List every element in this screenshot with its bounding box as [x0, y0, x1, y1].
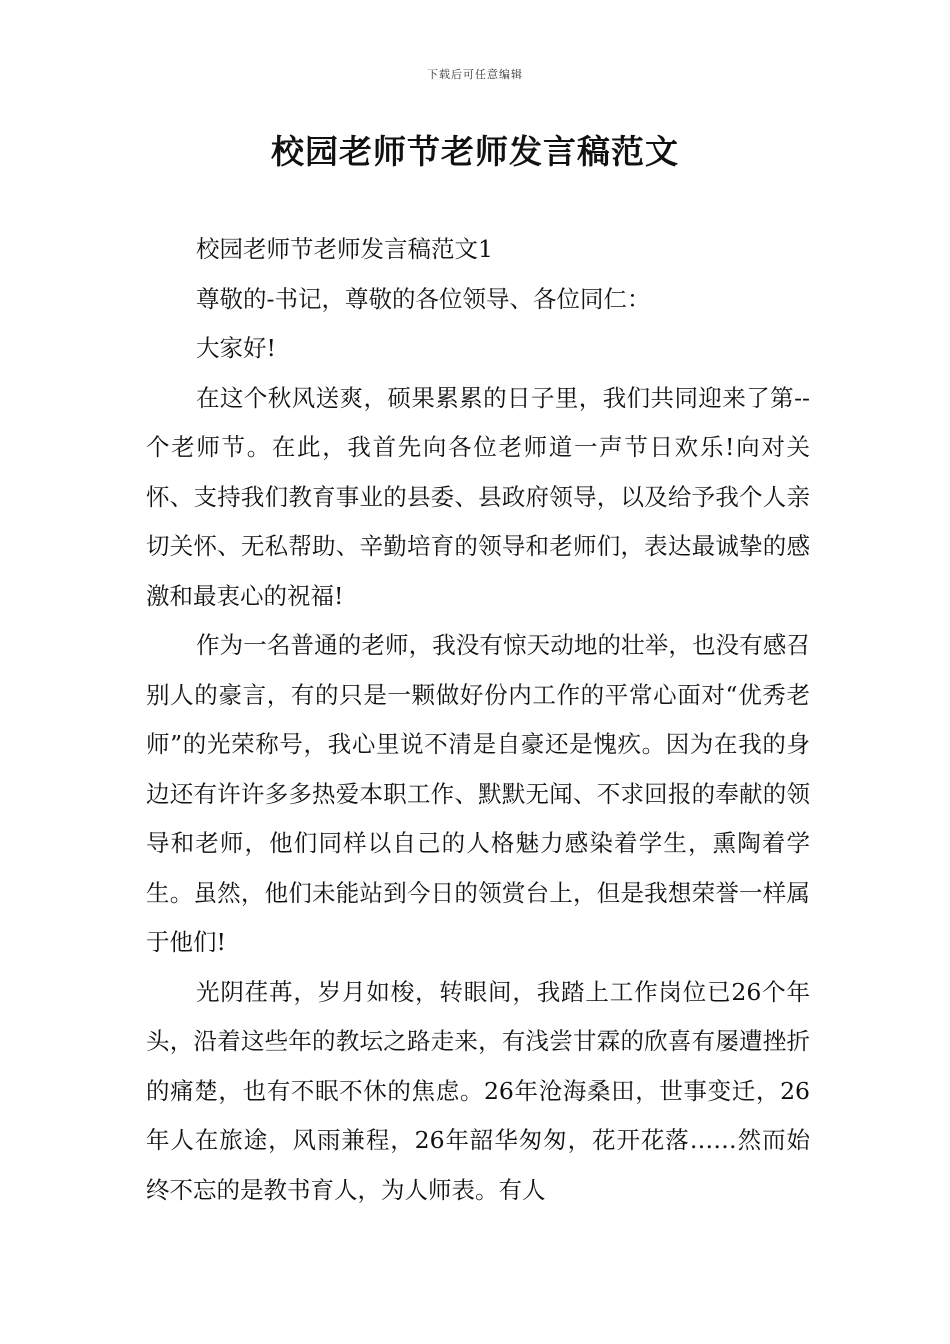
header-note: 下载后可任意编辑 [427, 68, 523, 81]
document-title: 校园老师节老师发言稿范文 [271, 132, 679, 171]
paragraph-body: 光阴荏苒，岁月如梭，转眼间，我踏上工作岗位已26个年头，沿着这些年的教坛之路走来，有浅尝甘霖的欣喜有屡遭挫折的痛楚，也有不眠不休的焦虑。26年沧海桑田，世事变迁，26年人在旅途，风雨兼程，26年韶华匆匆，花开花落……然而始终不忘的是教书育人，为人师表。有人 [146, 977, 810, 1204]
document-body [146, 225, 810, 1215]
paragraph-body: 在这个秋风送爽，硕果累累的日子里，我们共同迎来了第--个老师节。在此，我首先向各位老师道一声节日欢乐!向对关怀、支持我们教育事业的县委、县政府领导，以及给予我个人亲切关怀、无私帮助、辛勤培育的领导和老师们，表达最诚挚的感激和最衷心的祝福! [146, 383, 810, 610]
paragraph-greeting: 大家好! [196, 334, 276, 362]
paragraph-subtitle: 校园老师节老师发言稿范文1 [196, 235, 493, 263]
paragraph-body: 作为一名普通的老师，我没有惊天动地的壮举，也没有感召别人的豪言，有的只是一颗做好份内工作的平常心面对“优秀老师”的光荣称号，我心里说不清是自豪还是愧疚。因为在我的身边还有许许多多热爱本职工作、默默无闻、不求回报的奉献的领导和老师，他们同样以自己的人格魅力感染着学生，熏陶着学生。虽然，他们未能站到今日的领赏台上，但是我想荣誉一样属于他们! [146, 631, 810, 956]
paragraph-salutation: 尊敬的-书记，尊敬的各位领导、各位同仁： [196, 284, 651, 313]
